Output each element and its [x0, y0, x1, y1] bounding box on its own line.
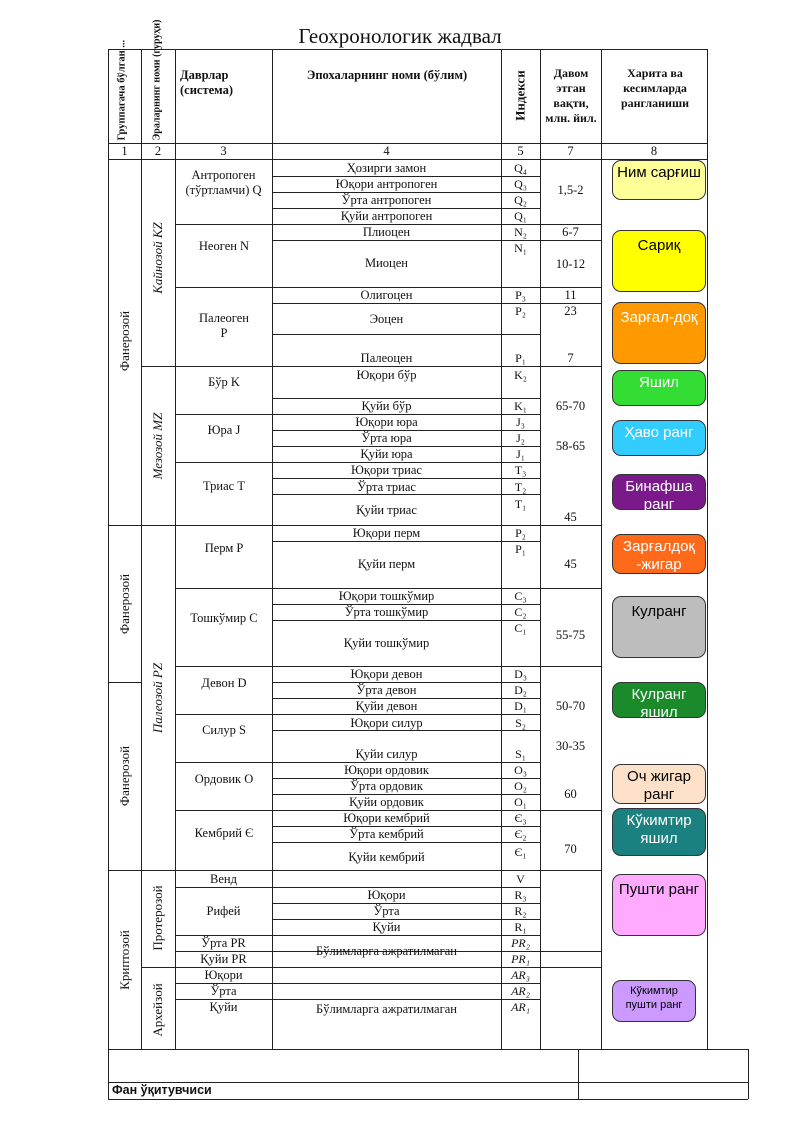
duration-divider — [540, 870, 601, 871]
epoch-label: Юқори тошкўмир — [338, 589, 435, 603]
duration-value: 23 — [564, 304, 577, 318]
era-label: Палеозой PZ — [150, 662, 165, 734]
period-low-pr: Қуйи PR — [200, 952, 247, 966]
epoch-label: Қуйи силур — [355, 747, 418, 761]
row-divider — [272, 478, 541, 479]
color-swatch: Кўкимтир пушти ранг — [612, 980, 696, 1022]
period-label: Триас T — [203, 479, 245, 493]
header-col3-text: Даврлар (система) — [180, 68, 233, 97]
epoch-label: Эоцен — [369, 312, 404, 326]
page-title: Геохронологик жадвал — [298, 24, 502, 48]
epoch-label: Қуйи ордовик — [349, 795, 424, 809]
era-label: Протерозой — [150, 885, 165, 951]
duration-divider — [540, 666, 601, 667]
index-label: J₂ — [516, 431, 525, 445]
period-label: Тошкўмир C — [190, 611, 258, 625]
epoch-label: Бўлимларга ажратилмаган — [316, 1002, 457, 1016]
period-devonian — [195, 676, 253, 691]
row-divider — [272, 870, 541, 871]
row-divider — [272, 366, 541, 367]
duration-value: 58-65 — [555, 439, 586, 453]
period-silurian — [195, 723, 253, 738]
duration-value: 55-75 — [555, 628, 586, 642]
era-label: Кайнозой KZ — [150, 222, 165, 294]
header-col6-text: Давом этган вақти, млн. йил. — [545, 66, 597, 125]
period-label: Антропоген (тўртламчи) Q — [185, 168, 262, 197]
epoch-label: Ўрта ордовик — [350, 779, 423, 793]
duration-value: 45 — [564, 557, 577, 571]
col-num-4: 4 — [383, 144, 390, 158]
index-label: PR₁ — [511, 952, 530, 966]
index-label: C₃ — [514, 589, 527, 603]
index-label: J₃ — [516, 415, 525, 429]
epoch-label: Ўрта юра — [361, 431, 412, 445]
color-swatch: Кулранг — [612, 596, 706, 658]
index-label: D₂ — [514, 683, 527, 697]
index-label: K₂ — [514, 368, 527, 382]
index-label: R₃ — [514, 888, 527, 902]
color-swatch: Сариқ — [612, 230, 706, 292]
index-label: P₁ — [515, 351, 526, 365]
era-label: Мезозой MZ — [150, 412, 165, 480]
color-swatch: Оч жигар ранг — [612, 764, 706, 804]
duration-value: 10-12 — [555, 257, 586, 271]
eon-label: Фанерозой — [117, 745, 132, 807]
header-col6 — [541, 66, 601, 126]
index-label: AR₁ — [511, 1000, 530, 1014]
col-num-8: 8 — [650, 144, 658, 158]
row-divider — [272, 842, 541, 843]
duration-divider — [540, 525, 601, 526]
epoch-label: Қуйи кембрий — [348, 850, 425, 864]
index-label: T₁ — [514, 497, 527, 511]
index-label: D₃ — [514, 667, 527, 681]
epoch-label: Бўлимларга ажратилмаган — [316, 944, 457, 958]
epoch-label: Юқори триас — [351, 463, 422, 477]
period-ar-lower: Қуйи — [209, 1000, 238, 1014]
period-triassic — [200, 479, 248, 494]
color-swatch: Зарғал-доқ — [612, 302, 706, 364]
index-label: T₂ — [514, 480, 527, 494]
epoch-label: Ўрта — [373, 904, 400, 918]
header-col7-text: Харита ва кесимларда рангланиши — [620, 66, 690, 110]
index-label: P₂ — [515, 526, 526, 540]
index-label: S₁ — [515, 747, 526, 761]
epoch-label: Қуйи тошкўмир — [343, 636, 430, 650]
index-label: P₁ — [515, 542, 526, 556]
period-ordovician — [190, 772, 258, 787]
period-paleogene — [195, 311, 253, 341]
period-permian — [200, 541, 248, 556]
epoch-label: Миоцен — [365, 256, 408, 270]
index-label: Q₃ — [514, 177, 527, 191]
period-label: Неоген N — [198, 239, 250, 253]
duration-value: 1,5-2 — [557, 183, 584, 197]
footer-teacher: Фан ўқитувчиси — [112, 1083, 212, 1097]
period-anthropogene — [175, 168, 272, 198]
period-label: Девон D — [201, 676, 247, 690]
index-label: K₁ — [514, 399, 527, 413]
epoch-label: Ўрта кембрий — [349, 827, 424, 841]
epoch-label: Қуйи бўр — [361, 399, 412, 413]
col-num-2: 2 — [154, 144, 162, 158]
index-label: Є₁ — [514, 845, 527, 859]
epoch-label: Қуйи девон — [355, 699, 418, 713]
color-swatch: Ҳаво ранг — [612, 420, 706, 456]
period-mid-pr: Ўрта PR — [201, 936, 246, 950]
period-carboniferous — [185, 611, 263, 626]
index-label: V — [516, 872, 525, 886]
header-col1: Группагача бўлган ... — [116, 39, 128, 141]
period-label: Бўр K — [208, 375, 240, 389]
header-col4: Эпохаларнинг номи (бўлим) — [306, 68, 468, 82]
index-label: AR₃ — [511, 968, 530, 982]
epoch-label: Палеоцен — [360, 351, 413, 365]
color-swatch: Бинафша ранг — [612, 474, 706, 510]
epoch-label: Ўрта тошкўмир — [344, 605, 429, 619]
period-riphean: Рифей — [206, 904, 241, 918]
duration-divider — [540, 967, 601, 968]
epoch-label: Қуйи — [372, 920, 401, 934]
epoch-label: Юқори перм — [352, 526, 421, 540]
period-label: Перм P — [204, 541, 244, 555]
index-label: AR₂ — [511, 984, 530, 998]
eon-label: Криптозой — [117, 930, 132, 990]
header-col3 — [180, 68, 268, 98]
duration-value: 50-70 — [555, 699, 586, 713]
index-label: T₃ — [514, 463, 527, 477]
era-label: Архейзой — [150, 983, 165, 1037]
index-label: O₃ — [514, 763, 527, 777]
index-label: D₁ — [514, 699, 527, 713]
period-label: Силур S — [202, 723, 246, 737]
duration-divider — [540, 240, 601, 241]
epoch-label: Қуйи перм — [357, 557, 416, 571]
header-col7 — [604, 66, 706, 111]
index-label: O₁ — [514, 795, 527, 809]
color-swatch: Ним сарғиш — [612, 160, 706, 200]
period-label: Кембрий Є — [194, 826, 254, 840]
row-divider — [272, 714, 541, 715]
duration-value: 65-70 — [555, 399, 586, 413]
epoch-label: Қуйи триас — [356, 503, 417, 517]
index-label: PR₂ — [511, 936, 530, 950]
index-label: R₂ — [514, 904, 527, 918]
index-label: Є₃ — [514, 811, 527, 825]
epoch-label: Ўрта антропоген — [341, 193, 432, 207]
index-label: R₁ — [514, 920, 527, 934]
duration-value: 70 — [564, 842, 577, 856]
color-swatch: Кўкимтир яшил — [612, 808, 706, 856]
epoch-label: Юқори — [367, 888, 406, 902]
index-label: Q₂ — [514, 193, 527, 207]
index-label: O₂ — [514, 779, 527, 793]
duration-value: 45 — [564, 510, 577, 524]
epoch-label: Юқори антропоген — [335, 177, 438, 191]
period-vend: Венд — [210, 872, 237, 886]
period-label: Юра J — [207, 423, 241, 437]
col-num-7: 7 — [567, 144, 574, 158]
epoch-label: Ҳозирги замон — [346, 161, 427, 175]
col-num-5: 5 — [517, 144, 524, 158]
period-neogene — [195, 239, 253, 254]
duration-divider — [540, 810, 601, 811]
duration-divider — [540, 366, 601, 367]
header-col5: Индекси — [512, 70, 528, 121]
index-label: J₁ — [516, 447, 525, 461]
epoch-label: Қуйи юра — [360, 447, 413, 461]
color-swatch: Пушти ранг — [612, 874, 706, 936]
index-label: N₁ — [514, 241, 527, 255]
duration-divider — [540, 588, 601, 589]
duration-value: 60 — [564, 787, 577, 801]
duration-divider — [540, 951, 601, 952]
epoch-label: Ўрта триас — [357, 480, 416, 494]
epoch-label: Юқори ордовик — [344, 763, 429, 777]
col-num-3: 3 — [220, 144, 227, 158]
period-label: Ордовик O — [194, 772, 254, 786]
period-jurassic — [200, 423, 248, 438]
epoch-label: Юқори кембрий — [343, 811, 430, 825]
eon-label: Фанерозой — [117, 573, 132, 635]
duration-value: 11 — [564, 288, 577, 302]
index-label: S₂ — [515, 716, 526, 730]
row-divider — [272, 334, 541, 335]
epoch-label: Юқори силур — [350, 716, 423, 730]
epoch-label: Плиоцен — [362, 225, 411, 239]
index-label: C₂ — [514, 605, 527, 619]
epoch-label: Юқори девон — [350, 667, 423, 681]
duration-value: 7 — [567, 351, 574, 365]
color-swatch: Яшил — [612, 370, 706, 406]
period-cretaceous — [200, 375, 248, 390]
epoch-label: Ўрта девон — [356, 683, 417, 697]
epoch-label: Олигоцен — [360, 288, 413, 302]
period-label: Палеоген P — [199, 311, 249, 340]
eon-label: Фанерозой — [117, 310, 132, 372]
index-label: P₂ — [515, 304, 526, 318]
epoch-label: Юқори бўр — [356, 368, 417, 382]
duration-value: 30-35 — [555, 739, 586, 753]
epoch-label: Юқори юра — [355, 415, 418, 429]
period-ar-upper: Юқори — [204, 968, 243, 982]
header-col2: Эраларнинг номи (гуруҳи) — [151, 19, 163, 141]
epoch-label: Қуйи антропоген — [340, 209, 433, 223]
index-label: P₃ — [515, 288, 526, 302]
index-label: C₁ — [514, 621, 527, 635]
index-label: N₂ — [514, 225, 527, 239]
color-swatch: Кулранг яшил — [612, 682, 706, 718]
index-label: Є₂ — [514, 827, 527, 841]
index-label: Q₄ — [514, 161, 527, 175]
index-label: Q₁ — [514, 209, 527, 223]
period-cambrian — [190, 826, 258, 841]
col-num-1: 1 — [121, 144, 128, 158]
period-ar-middle: Ўрта — [210, 984, 237, 998]
color-swatch: Зарғалдоқ -жигар — [612, 534, 706, 574]
duration-value: 6-7 — [562, 225, 579, 239]
